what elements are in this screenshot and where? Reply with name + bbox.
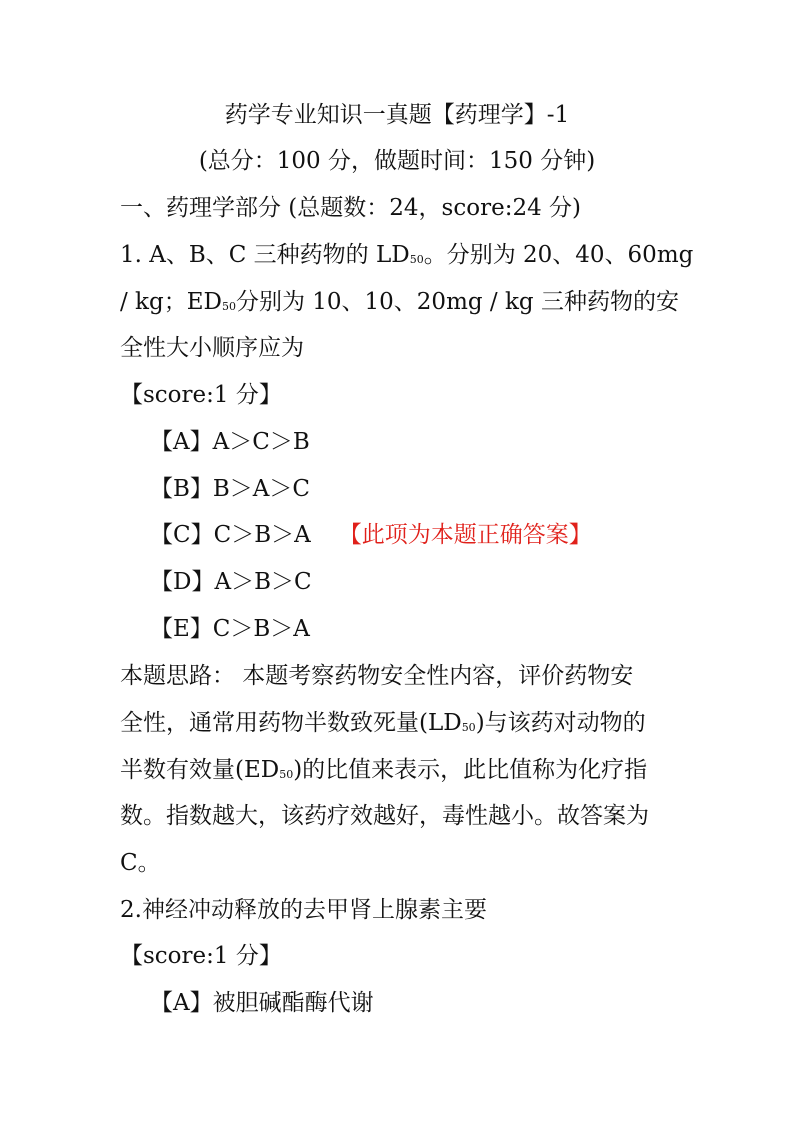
option-text: C＞B＞A bbox=[213, 522, 311, 548]
q1-analysis-line-2 bbox=[120, 708, 646, 738]
q1-analysis-line-4: 数。指数越大，该药疗效越好，毒性越小。故答案为 bbox=[120, 803, 649, 829]
option-text: 被胆碱酯酶代谢 bbox=[212, 990, 374, 1016]
q1-analysis-line-5: C。 bbox=[120, 850, 161, 876]
analysis-text: )与该药对动物的 bbox=[475, 710, 646, 736]
q1-stem-text: 分别为 10、10、20mg / kg 三种药物的安 bbox=[235, 289, 679, 315]
option-tag: 【C】 bbox=[150, 522, 214, 548]
q1-option-a bbox=[150, 427, 310, 457]
q1-stem-text: / kg；ED bbox=[120, 289, 222, 315]
subscript: 50 bbox=[221, 300, 236, 313]
q1-option-b bbox=[150, 474, 310, 504]
q1-stem-line-1 bbox=[120, 240, 693, 270]
q1-analysis-line-3 bbox=[120, 755, 647, 785]
option-tag: 【A】 bbox=[150, 990, 213, 1016]
q2-score: 【score:1 分】 bbox=[120, 943, 282, 969]
option-text: A＞B＞C bbox=[214, 569, 312, 595]
q1-option-c bbox=[150, 520, 592, 550]
analysis-text: 全性，通常用药物半数致死量(LD bbox=[120, 710, 462, 736]
doc-meta: (总分：100 分，做题时间：150 分钟) bbox=[198, 148, 596, 174]
section-heading: 一、药理学部分 (总题数：24，score:24 分) bbox=[120, 195, 581, 221]
doc-title: 药学专业知识一真题【药理学】-1 bbox=[224, 102, 570, 128]
q1-score: 【score:1 分】 bbox=[120, 382, 282, 408]
subscript: 50 bbox=[409, 253, 424, 266]
option-tag: 【A】 bbox=[150, 429, 213, 455]
option-tag: 【E】 bbox=[150, 616, 213, 642]
q1-analysis-line-1: 本题思路： 本题考察药物安全性内容，评价药物安 bbox=[120, 663, 634, 689]
correct-answer-mark: 【此项为本题正确答案】 bbox=[338, 522, 592, 548]
q1-stem-line-2 bbox=[120, 287, 679, 317]
option-text: C＞B＞A bbox=[212, 616, 310, 642]
option-text: A＞C＞B bbox=[212, 429, 310, 455]
q1-stem-line-3: 全性大小顺序应为 bbox=[120, 335, 304, 361]
subscript: 50 bbox=[461, 721, 476, 734]
q1-option-e bbox=[150, 614, 310, 644]
q1-stem-text: 。分别为 20、40、60mg bbox=[423, 242, 694, 268]
q2-stem: 2.神经冲动释放的去甲肾上腺素主要 bbox=[120, 897, 487, 923]
q2-option-a bbox=[150, 988, 374, 1018]
option-tag: 【B】 bbox=[150, 476, 213, 502]
option-tag: 【D】 bbox=[150, 569, 215, 595]
analysis-text: 半数有效量(ED bbox=[120, 757, 280, 783]
option-text: B＞A＞C bbox=[212, 476, 311, 502]
analysis-text: )的比值来表示，此比值称为化疗指 bbox=[293, 757, 648, 783]
q1-option-d bbox=[150, 567, 312, 597]
subscript: 50 bbox=[279, 768, 294, 781]
q1-stem-text: 1. A、B、C 三种药物的 LD bbox=[120, 242, 410, 268]
